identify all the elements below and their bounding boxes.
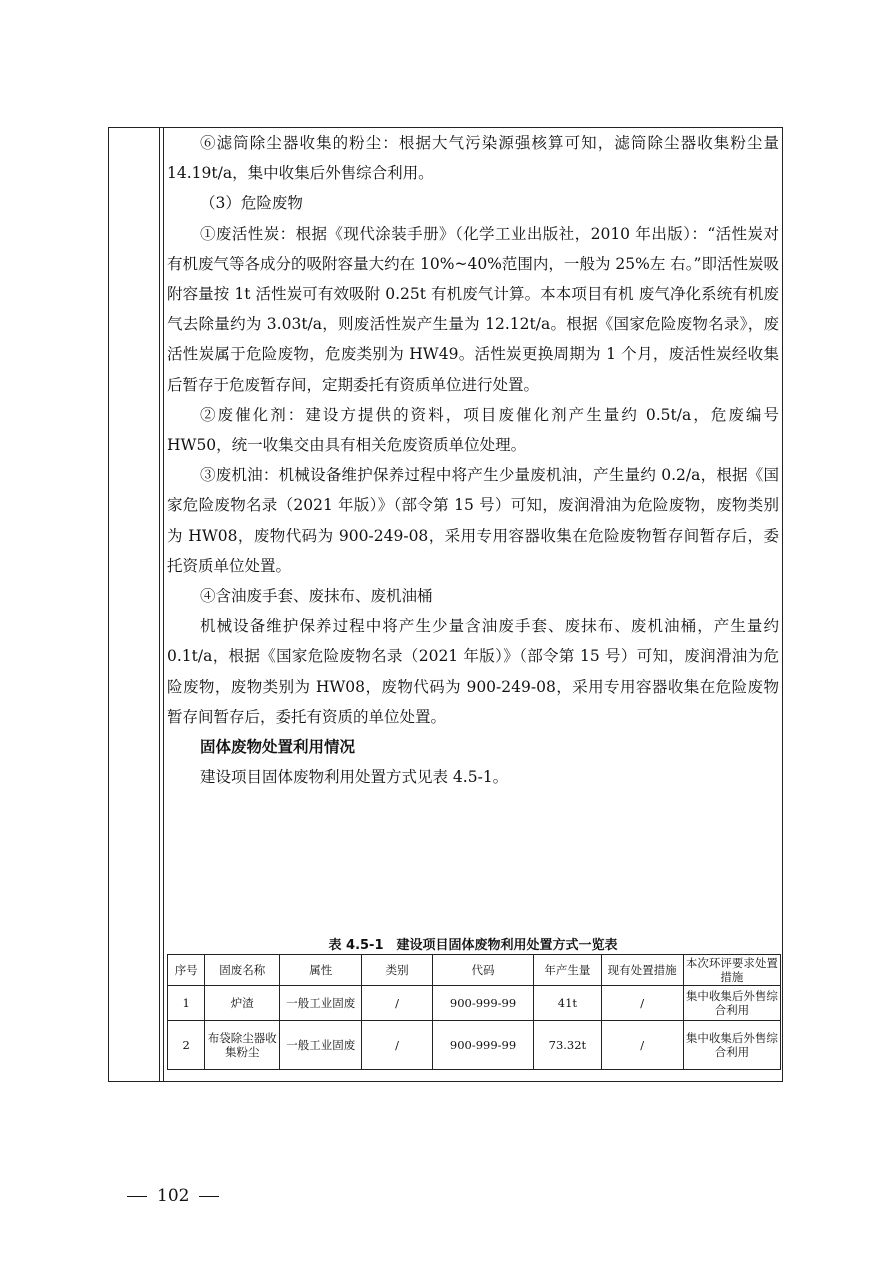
- table-cell: 900-999-99: [432, 986, 533, 1021]
- dash-left: [127, 1196, 147, 1197]
- table-cell: 41t: [534, 986, 601, 1021]
- body-text: [167, 128, 779, 792]
- table-cell: /: [362, 1021, 432, 1070]
- paragraph-oily-items: 机械设备维护保养过程中将产生少量含油废手套、废抹布、废机油桶，产生量约 0.1t/a，根据《国家危险废物名录（2021 年版）》（部令第 15 号）可知，废润滑油为危险废物，废物类别为 HW08，废物代码为 900-249-08，采用专用容器收集在危险废物暂存间暂存后，委托有资质的单位处置。: [167, 617, 779, 726]
- solid-waste-table: [167, 954, 781, 1070]
- header-cell: 序号: [168, 955, 205, 986]
- header-cell: 本次环评要求处置措施: [683, 955, 780, 986]
- header-cell: 属性: [280, 955, 362, 986]
- table-cell: 炉渣: [205, 986, 280, 1021]
- table-cell: 一般工业固废: [280, 986, 362, 1021]
- table-cell: 2: [168, 1021, 205, 1070]
- table-cell: /: [601, 986, 683, 1021]
- table-header-row: [168, 955, 781, 986]
- header-cell: 代码: [432, 955, 533, 986]
- paragraph-table-reference: 建设项目固体废物利用处置方式见表 4.5-1。: [200, 768, 509, 787]
- table-row: [168, 986, 781, 1021]
- table-title: 表 4.5-1 建设项目固体废物利用处置方式一览表: [328, 938, 618, 953]
- table-row: [168, 1021, 781, 1070]
- page-number-value: 102: [157, 1186, 190, 1206]
- table-cell: /: [362, 986, 432, 1021]
- page-number: [117, 1186, 229, 1206]
- paragraph-filter-dust: ⑥滤筒除尘器收集的粉尘：根据大气污染源强核算可知，滤筒除尘器收集粉尘量 14.19t/a，集中收集后外售综合利用。: [167, 134, 779, 183]
- table-cell: 集中收集后外售综合利用: [683, 1021, 780, 1070]
- table-cell: 900-999-99: [432, 1021, 533, 1070]
- paragraph-activated-carbon: ①废活性炭：根据《现代涂装手册》（化学工业出版社，2010 年出版）：“活性炭对有机废气等各成分的吸附容量大约在 10%~40%范围内，一般为 25%左 右。”即活性炭吸附容量按 1t 活性炭可有效吸附 0.25t 有机废气计算。本本项目有机 废气净化系统有机废气去除量约为 3.03t/a，则废活性炭产生量为 12.12t/a。根据《国家危险废物名录》，废活性炭属于危险废物，危废类别为 HW49。活性炭更换周期为 1 个月，废活性炭经收集后暂存于危废暂存间，定期委托有资质单位进行处置。: [167, 224, 779, 394]
- table-cell: /: [601, 1021, 683, 1070]
- header-cell: 类别: [362, 955, 432, 986]
- table-cell: 73.32t: [534, 1021, 601, 1070]
- left-label-column: [109, 128, 160, 1081]
- section-hazardous-waste: （3）危险废物: [200, 194, 303, 213]
- table-cell: 一般工业固废: [280, 1021, 362, 1070]
- header-cell: 年产生量: [534, 955, 601, 986]
- paragraph-waste-oil: ③废机油：机械设备维护保养过程中将产生少量废机油，产生量约 0.2/a，根据《国家危险废物名录（2021 年版）》（部令第 15 号）可知，废润滑油为危险废物，废物类别为 HW08，废物代码为 900-249-08，采用专用容器收集在危险废物暂存间暂存后，委托资质单位处置。: [167, 466, 779, 575]
- table-cell: 集中收集后外售综合利用: [683, 986, 780, 1021]
- left-label-column-inner: [160, 128, 164, 1081]
- header-cell: 固废名称: [205, 955, 280, 986]
- paragraph-catalyst: ②废催化剂：建设方提供的资料，项目废催化剂产生量约 0.5t/a，危废编号 HW50，统一收集交由具有相关危废资质单位处理。: [167, 405, 779, 455]
- content-frame: [108, 127, 783, 1082]
- header-cell: 现有处置措施: [601, 955, 683, 986]
- paragraph-oily-items-heading: ④含油废手套、废抹布、废机油桶: [200, 587, 433, 606]
- table-cell: 1: [168, 986, 205, 1021]
- section-heading-solid-waste: 固体废物处置利用情况: [200, 737, 356, 757]
- table-cell: 布袋除尘器收集粉尘: [205, 1021, 280, 1070]
- dash-right: [199, 1196, 219, 1197]
